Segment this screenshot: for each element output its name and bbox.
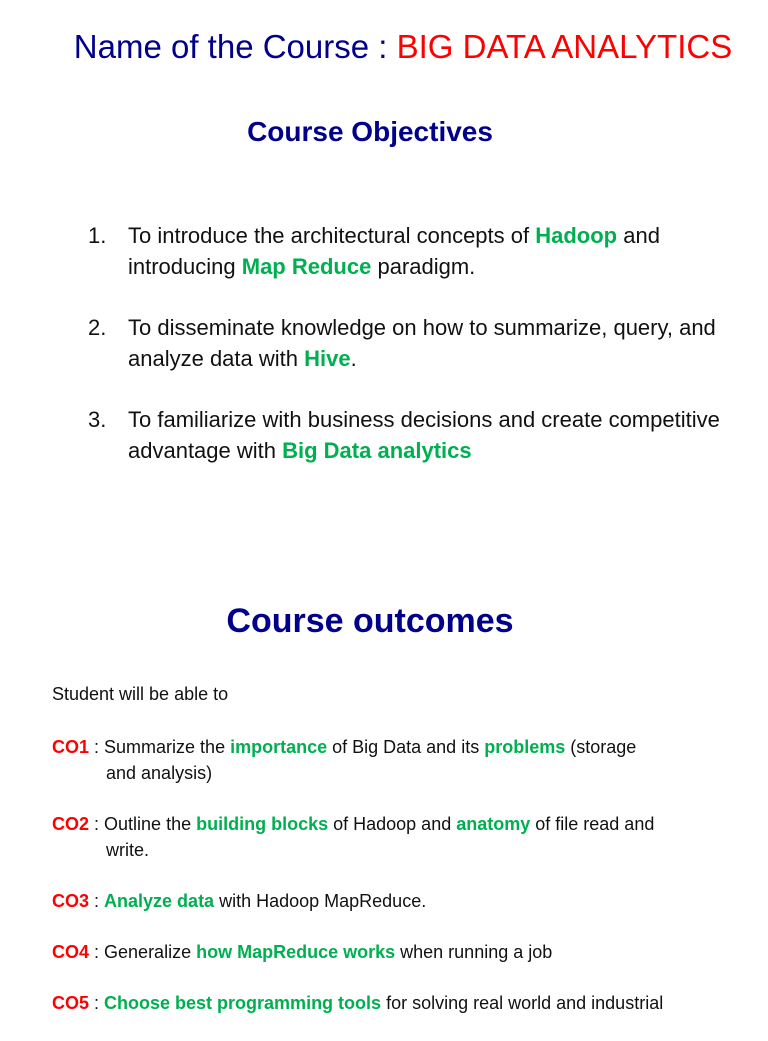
- outcome-separator: :: [89, 993, 105, 1013]
- outcome-code: CO2: [52, 814, 90, 834]
- objective-text: [128, 220, 728, 282]
- outcome-separator: :: [89, 891, 105, 911]
- outcome-separator: :: [89, 737, 105, 757]
- outcome-item: [52, 734, 712, 786]
- outcomes-list: [52, 734, 712, 1041]
- outcome-text-part: when running a job: [395, 942, 553, 962]
- outcome-text-part: Generalize: [104, 942, 197, 962]
- outcome-keyword: building blocks: [196, 814, 329, 834]
- outcome-item: [52, 990, 712, 1016]
- objective-number: 2.: [88, 315, 107, 340]
- course-name: BIG DATA ANALYTICS: [396, 28, 733, 65]
- objective-text-part: To familiarize with business decisions and create competitive advantage with: [128, 407, 720, 463]
- outcome-keyword: Choose best programming tools: [104, 993, 382, 1013]
- outcome-text-part: of file read and: [530, 814, 655, 834]
- objective-item: [88, 312, 728, 374]
- outcome-continuation: write.: [106, 840, 150, 860]
- objectives-list: [88, 220, 728, 496]
- outcome-item: [52, 939, 712, 965]
- outcome-item: [52, 811, 712, 863]
- objective-text: [128, 312, 728, 374]
- outcome-keyword: problems: [484, 737, 566, 757]
- outcome-keyword: how MapReduce works: [196, 942, 396, 962]
- objective-number: 3.: [88, 407, 107, 432]
- outcomes-intro: Student will be able to: [52, 684, 229, 704]
- course-title: [0, 28, 768, 66]
- objective-keyword: Big Data analytics: [282, 438, 472, 463]
- objective-text-part: and introducing: [128, 223, 660, 279]
- outcome-code: CO3: [52, 891, 90, 911]
- outcome-text-part: (storage: [565, 737, 637, 757]
- outcome-separator: :: [89, 942, 105, 962]
- outcome-code: CO1: [52, 737, 90, 757]
- outcome-keyword: Analyze data: [104, 891, 215, 911]
- objective-keyword: Map Reduce: [241, 254, 372, 279]
- outcome-keyword: anatomy: [456, 814, 531, 834]
- objective-number: 1.: [88, 223, 107, 248]
- course-title-prefix: Name of the Course :: [73, 28, 397, 65]
- objective-text-part: .: [350, 346, 357, 371]
- outcome-continuation: and analysis): [106, 763, 213, 783]
- outcome-text-part: of Big Data and its: [327, 737, 485, 757]
- outcome-text-part: Outline the: [104, 814, 197, 834]
- objective-item: [88, 404, 728, 466]
- outcome-text-part: with Hadoop MapReduce.: [214, 891, 427, 911]
- outcome-text-part: of Hadoop and: [328, 814, 457, 834]
- outcome-item: [52, 888, 712, 914]
- outcome-separator: :: [89, 814, 105, 834]
- objective-keyword: Hive: [304, 346, 351, 371]
- objective-keyword: Hadoop: [535, 223, 618, 248]
- outcome-text-part: Summarize the: [104, 737, 231, 757]
- objective-text-part: To disseminate knowledge on how to summarize, query, and analyze data with: [128, 315, 716, 371]
- outcome-code: CO4: [52, 942, 90, 962]
- outcome-code: CO5: [52, 993, 90, 1013]
- objective-text-part: paradigm.: [371, 254, 476, 279]
- outcome-text-part: for solving real world and industrial: [381, 993, 664, 1013]
- objectives-heading: Course Objectives: [247, 116, 493, 147]
- objective-item: [88, 220, 728, 282]
- objective-text-part: To introduce the architectural concepts of: [128, 223, 536, 248]
- outcome-keyword: importance: [230, 737, 328, 757]
- objective-text: [128, 404, 728, 466]
- outcomes-heading: Course outcomes: [226, 602, 514, 640]
